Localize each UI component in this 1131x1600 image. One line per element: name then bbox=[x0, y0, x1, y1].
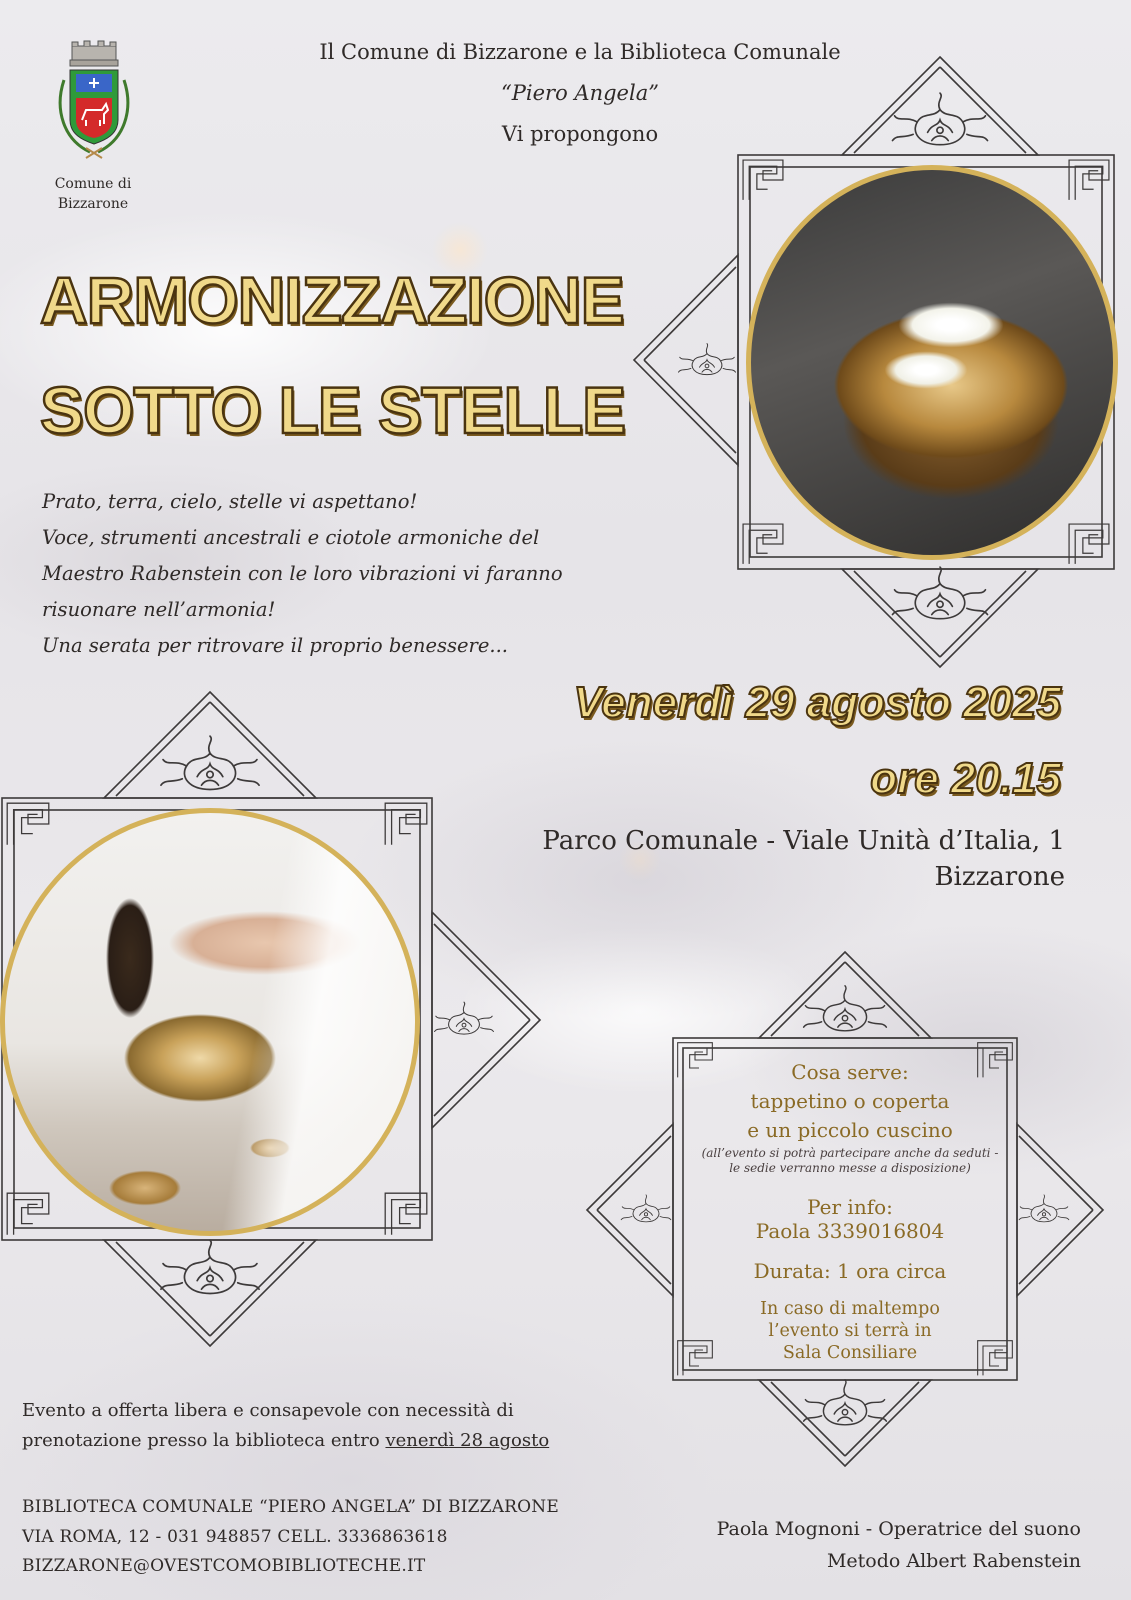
info-note-line1: (all’evento si potrà partecipare anche da seduti - bbox=[701, 1146, 999, 1160]
intro-line1: Prato, terra, cielo, stelle vi aspettano! bbox=[42, 490, 418, 513]
crest-caption-line1: Comune di bbox=[54, 176, 132, 192]
intro-line3: Maestro Rabenstein con le loro vibrazioni vi faranno bbox=[42, 562, 563, 585]
crest-caption bbox=[38, 174, 148, 214]
top-photo-frame bbox=[630, 55, 1120, 670]
library-info bbox=[22, 1493, 559, 1582]
info-item2: e un piccolo cuscino bbox=[747, 1118, 953, 1142]
intro-line2: Voce, strumenti ancestrali e ciotole armoniche del bbox=[42, 526, 540, 549]
offer-line2 bbox=[22, 1426, 549, 1456]
info-rain-line3: Sala Consiliare bbox=[782, 1343, 918, 1363]
hand-bowl-photo bbox=[0, 808, 420, 1236]
info-item1: tappetino o coperta bbox=[750, 1089, 950, 1113]
credit-line2: Metodo Albert Rabenstein bbox=[826, 1550, 1081, 1572]
library-email[interactable]: BIZZARONE@OVESTCOMOBIBLIOTECHE.IT bbox=[22, 1556, 426, 1576]
venue-line1: Parco Comunale - Viale Unità d’Italia, 1 bbox=[542, 826, 1065, 856]
title-line1: ARMONIZZAZIONE bbox=[40, 263, 624, 337]
info-rain-line1: In caso di maltempo bbox=[760, 1299, 940, 1319]
offer-text bbox=[22, 1396, 549, 1456]
intro-line5: Una serata per ritrovare il proprio benessere... bbox=[42, 634, 509, 657]
library-line2: VIA ROMA, 12 - 031 948857 CELL. 3336863618 bbox=[22, 1526, 448, 1547]
offer-line2-prefix: prenotazione presso la biblioteca entro bbox=[22, 1430, 386, 1451]
info-rain-line2: l’evento si terrà in bbox=[768, 1321, 932, 1341]
header-line1: Il Comune di Bizzarone e la Biblioteca Comunale bbox=[319, 40, 841, 64]
title-line2: SOTTO LE STELLE bbox=[40, 373, 626, 447]
info-contact: Paola 3339016804 bbox=[755, 1219, 945, 1243]
venue-line2: Bizzarone bbox=[934, 862, 1065, 892]
info-label: Per info: bbox=[807, 1195, 893, 1219]
crown-icon bbox=[70, 41, 118, 66]
info-durata: Durata: 1 ora circa bbox=[753, 1259, 947, 1283]
event-date: Venerdì 29 agosto 2025 bbox=[573, 678, 1061, 727]
shield-icon bbox=[70, 70, 118, 144]
info-note-line2: le sedie verranno messe a disposizione) bbox=[729, 1161, 971, 1175]
crest-caption-line2: Bizzarone bbox=[57, 196, 129, 212]
header-line3: Vi propongono bbox=[501, 122, 659, 146]
info-box bbox=[690, 1058, 1010, 1364]
intro-text bbox=[42, 484, 602, 664]
library-line1: BIBLIOTECA COMUNALE “PIERO ANGELA” DI BIZZARONE bbox=[22, 1497, 559, 1517]
crest-emblem bbox=[46, 40, 142, 170]
offer-line1: Evento a offerta libera e consapevole con necessità di bbox=[22, 1400, 514, 1421]
credit-line1: Paola Mognoni - Operatrice del suono bbox=[716, 1518, 1081, 1540]
left-photo-frame bbox=[0, 690, 545, 1350]
intro-line4: risuonare nell’armonia! bbox=[42, 598, 276, 621]
offer-deadline: venerdì 28 agosto bbox=[385, 1430, 550, 1451]
event-time: ore 20.15 bbox=[870, 754, 1061, 803]
info-cosa-serve: Cosa serve: bbox=[791, 1060, 909, 1084]
credit bbox=[717, 1513, 1081, 1577]
header-line2: “Piero Angela” bbox=[501, 81, 659, 105]
bowl-photo bbox=[746, 165, 1118, 560]
